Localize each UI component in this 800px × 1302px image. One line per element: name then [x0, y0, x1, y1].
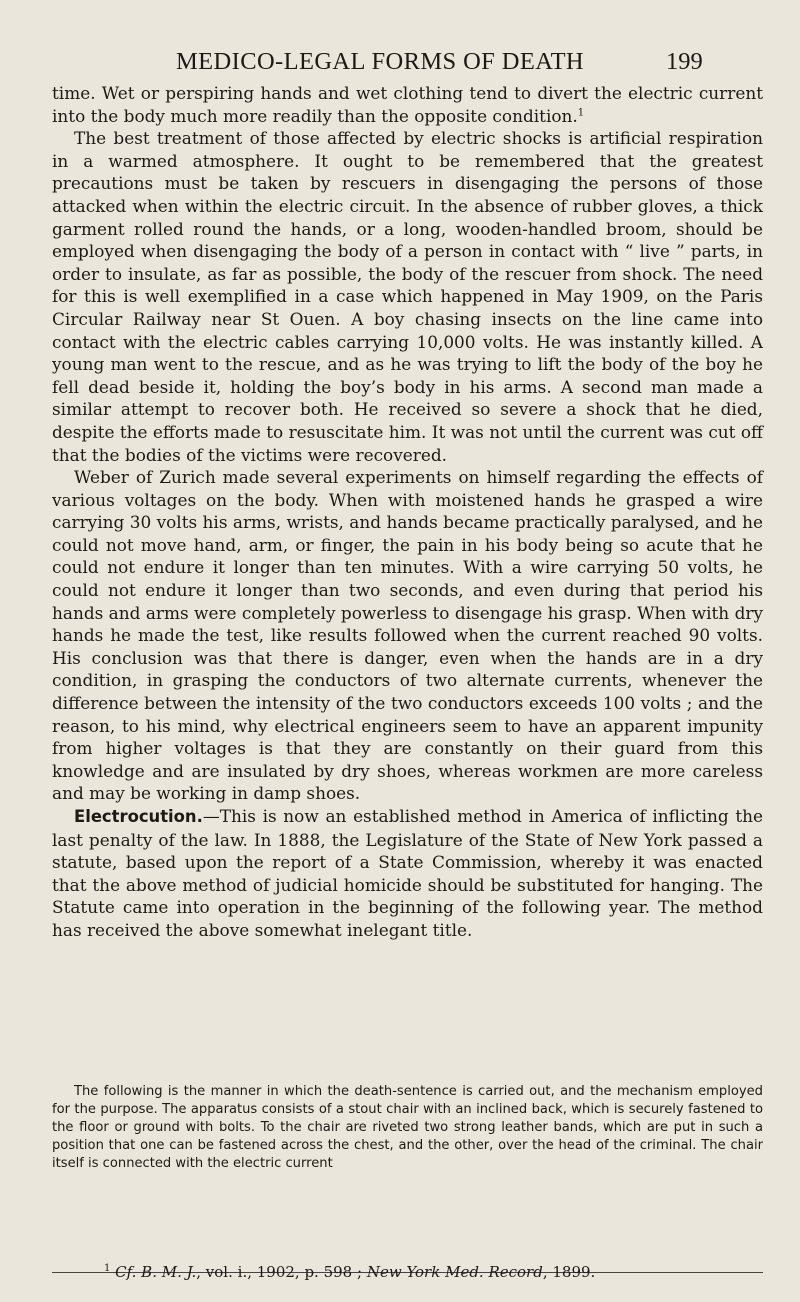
paragraph-treatment: The best treatment of those affected by electric shocks is artificial respiration in a warmed atmosphere. It ought to be remembered that the greatest precautions must be taken by rescuers in disengaging the persons of those attacked when within the electric circuit. In the absence of rubber gloves, a thick garment rolled round the hands, or a long, wooden-handled broom, should be employed when disengaging the body of a person in contact with “ live ” parts, in order to insulate, as far as possible, the body of the rescuer from shock. The need for this is well exemplified in a case which happened in May 1909, on the Paris Circular Railway near St Ouen. A boy chasing insects on the line came into contact with the electric cables carrying 10,000 volts. He was instantly killed. A young man went to the rescue, and as he was trying to lift the body of the boy he fell dead beside it, holding the boy’s body in his arms. A second man made a similar attempt to recover both. He received so severe a shock that he died, despite the efforts made to resuscitate him. It was not until the current was cut off that the bodies of the victims were recovered.: [52, 128, 763, 465]
footnote-marker: 1: [104, 1263, 111, 1274]
footnote-year: , 1899.: [542, 1263, 596, 1281]
page-header: [0, 44, 800, 78]
paragraph-text: —This is now an established method in America of inflicting the last penalty of the law. In 1888, the Legislature of the State of New York passed a statute, based upon the report of a State Commission, whereby it was enacted that the above method of judicial homicide should be substituted for hanging. The Statute came into operation in the beginning of the following year. The method has received the above somewhat inelegant title.: [52, 806, 763, 940]
page-number: 199: [666, 48, 703, 75]
footnote: [52, 1262, 763, 1282]
paragraph-electrocution: [52, 805, 763, 942]
small-print-block: [52, 1083, 763, 1173]
running-title: MEDICO-LEGAL FORMS OF DEATH: [176, 48, 585, 75]
paragraph-weber-experiments: Weber of Zurich made several experiments on himself regarding the effects of various voltages on the body. When with moistened hands he grasped a wire carrying 30 volts his arms, wrists, and hands became practically paralysed, and he could not move hand, arm, or finger, the pain in his body being so acute that he could not endure it longer than ten minutes. With a wire carrying 50 volts, he could not endure it longer than two seconds, and even during that period his hands and arms were completely powerless to disengage his grasp. When with dry hands he made the test, like results followed when the current reached 90 volts. His conclusion was that there is danger, even when the hands are in a dry condition, in grasping the conductors of two alternate currents, whenever the difference between the intensity of the two conductors exceeds 100 volts ; and the reason, to his mind, why electrical engineers seem to have an apparent impunity from higher voltages is that they are constantly on their guard from this knowledge and are insulated by dry shoes, whereas workmen are more careless and may be working in damp shoes.: [52, 467, 763, 804]
footnote-reference: 1: [577, 106, 585, 118]
paragraph-continuation: [52, 82, 763, 127]
footnote-journal: New York Med. Record: [366, 1263, 543, 1281]
footnote-cf: Cf. B. M. J.: [115, 1263, 197, 1281]
main-text: [52, 82, 763, 942]
footnote-citation: , vol. i., 1902, p. 598 ;: [196, 1263, 367, 1281]
small-print-paragraph: The following is the manner in which the death-sentence is carried out, and the mechanism employed for the purpose. The apparatus consists of a stout chair with an inclined back, which is securely fastened to the floor or ground with bolts. To the chair are riveted two strong leather bands, which are put in such a position that one can be fastened across the chest, and the other, over the head of the criminal. The chair itself is connected with the electric current: [52, 1084, 763, 1171]
paragraph-text: time. Wet or perspiring hands and wet clothing tend to divert the electric current into the body much more readily than the opposite condition.: [52, 83, 763, 126]
section-lead-heading: Electrocution.: [74, 807, 203, 826]
